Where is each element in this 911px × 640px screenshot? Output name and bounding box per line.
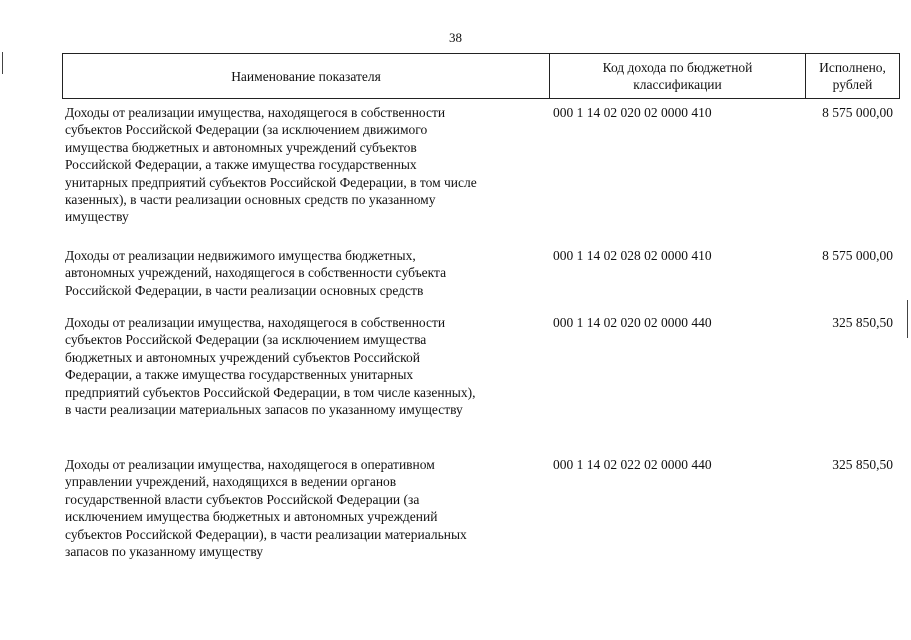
indicator-name-line: бюджетных и автономных учреждений субъектов Российской <box>65 349 420 365</box>
indicator-name-line: Российской Федерации, в части реализации основных средств <box>65 282 424 298</box>
indicator-name-line: унитарных предприятий субъектов Российской Федерации, в том числе <box>65 174 477 190</box>
page-number: 38 <box>449 30 462 45</box>
executed-amount: 8 575 000,00 <box>822 248 893 263</box>
indicator-name-line: Российской Федерации, а также имущества государственных <box>65 157 417 173</box>
indicator-name-line: автономных учреждений, находящегося в собственности субъекта <box>65 265 447 281</box>
header-name-label: Наименование показателя <box>231 68 381 84</box>
header-name-column <box>63 54 549 98</box>
indicator-name-line: управлении учреждений, находящихся в ведении органов <box>65 474 397 490</box>
header-sum-column <box>805 54 899 98</box>
scan-mark-left <box>2 52 3 74</box>
executed-amount: 8 575 000,00 <box>822 105 893 120</box>
indicator-name-line: Федерации, а также имущества государственных унитарных <box>65 367 414 383</box>
indicator-name-line: субъектов Российской Федерации), в части реализации материальных <box>65 526 467 542</box>
indicator-name-line: казенных), в части реализации основных средств по указанному <box>65 192 436 208</box>
indicator-name-line: субъектов Российской Федерации (за исключением имущества <box>65 332 427 348</box>
indicator-name-line: государственной власти субъектов Российской Федерации (за <box>65 491 420 507</box>
indicator-name <box>65 314 545 418</box>
header-code-label-line1: Код дохода по бюджетной <box>602 60 753 75</box>
table-header <box>62 53 900 99</box>
header-sum-label: Исполнено, рублей <box>819 60 886 92</box>
indicator-name-line: Доходы от реализации имущества, находящегося в оперативном <box>65 457 435 472</box>
header-code-label-line2: классификации <box>633 77 722 92</box>
indicator-name-line: в части реализации материальных запасов по указанному имуществу <box>65 402 463 418</box>
indicator-name <box>65 456 545 560</box>
indicator-name-line: исключением имущества бюджетных и автономных учреждений <box>65 509 438 525</box>
indicator-name-line: субъектов Российской Федерации (за исключением движимого <box>65 122 428 138</box>
indicator-name <box>65 104 545 226</box>
indicator-name-line: имущества бюджетных и автономных учреждений субъектов <box>65 139 417 155</box>
indicator-name-line: запасов по указанному имуществу <box>65 544 264 560</box>
indicator-name-line: предприятий субъектов Российской Федерации, в том числе казенных), <box>65 384 476 400</box>
indicator-name-line: Доходы от реализации недвижимого имущества бюджетных, <box>65 248 416 263</box>
executed-amount: 325 850,50 <box>832 457 893 472</box>
indicator-name-line: Доходы от реализации имущества, находящегося в собственности <box>65 315 446 330</box>
header-code-column <box>549 54 805 98</box>
income-code: 000 1 14 02 020 02 0000 410 <box>553 105 712 120</box>
indicator-name-line: Доходы от реализации имущества, находящегося в собственности <box>65 105 446 120</box>
indicator-name <box>65 247 545 299</box>
income-code: 000 1 14 02 022 02 0000 440 <box>553 457 712 472</box>
executed-amount: 325 850,50 <box>832 315 893 330</box>
scan-mark-right <box>907 300 908 338</box>
income-code: 000 1 14 02 028 02 0000 410 <box>553 248 712 263</box>
indicator-name-line: имуществу <box>65 209 129 225</box>
income-code: 000 1 14 02 020 02 0000 440 <box>553 315 712 330</box>
